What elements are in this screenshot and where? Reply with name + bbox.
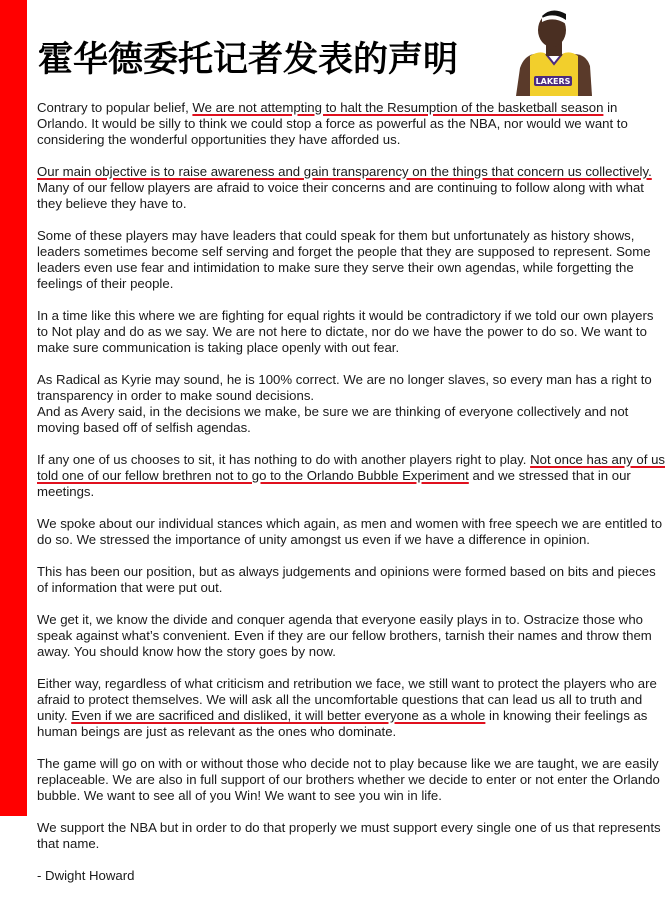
text-line (37, 468, 633, 484)
text-segment: human beings are just as relevant as the ones who dominate. (37, 724, 397, 739)
text-segment: in (603, 100, 618, 115)
text-line (37, 260, 633, 276)
text-line (37, 180, 644, 196)
text-line (37, 868, 633, 884)
statement-body (37, 100, 665, 900)
text-segment: leaders even use fear and intimidation to make sure they serve their own agendas, while forgetting the (37, 260, 634, 275)
text-segment: leaders sometimes become self serving and forget the people that they are supposed to represent. Some (37, 244, 651, 259)
underlined-highlight: Our main objective is to raise awareness and gain transparency on the things that concern us collectively. (37, 164, 652, 179)
statement-paragraph (37, 452, 665, 500)
text-segment: And as Avery said, in the decisions we make, be sure we are thinking of everyone collectively and not (37, 404, 629, 419)
statement-paragraph (37, 100, 633, 148)
text-segment: do so. We stressed the importance of unity amongst us even if we have a difference in opinion. (37, 532, 590, 547)
text-segment: transparency in order to make sound decisions. (37, 388, 315, 403)
text-line (37, 692, 643, 708)
text-line (37, 516, 663, 532)
text-line (37, 452, 665, 468)
statement-paragraph (37, 676, 657, 740)
text-line (37, 100, 633, 116)
text-segment: The game will go on with or without those who decide not to play because like we are taught, we are easily (37, 756, 659, 771)
text-segment: speak against what’s convenient. Even if they are our fellow brothers, tarnish their names and throw them (37, 628, 652, 643)
statement-paragraph (37, 372, 652, 436)
text-line (37, 340, 633, 356)
text-line (37, 580, 633, 596)
text-line (37, 532, 633, 548)
underlined-highlight: Even if we are sacrificed and disliked, it will better everyone as a whole (71, 708, 486, 723)
text-line (37, 196, 633, 212)
text-segment: feelings of their people. (37, 276, 174, 291)
text-segment: - Dwight Howard (37, 868, 135, 883)
statement-paragraph (37, 868, 633, 884)
statement-paragraph (37, 564, 656, 596)
text-segment: and we stressed that in our (468, 468, 631, 483)
text-line (37, 164, 652, 180)
text-line (37, 564, 656, 580)
text-segment: away. You should know how the story goes by now. (37, 644, 336, 659)
text-line (37, 420, 633, 436)
text-line (37, 132, 633, 148)
text-line (37, 836, 633, 852)
statement-paragraph (37, 308, 654, 356)
text-line (37, 116, 633, 132)
svg-text:LAKERS: LAKERS (535, 77, 571, 86)
text-line (37, 372, 652, 388)
text-line (37, 772, 660, 788)
text-line (37, 676, 657, 692)
underlined-highlight: Not once has any of us (530, 452, 665, 467)
text-segment: replaceable. We are also in full support of our brothers whether we decide to enter or not enter the Orlando (37, 772, 660, 787)
text-line (37, 708, 648, 724)
text-segment: they believe they have to. (37, 196, 187, 211)
text-segment: Contrary to popular belief, (37, 100, 193, 115)
underlined-highlight: told one of our fellow brethren not to go to the Orlando Bubble Experiment (37, 468, 469, 483)
text-line (37, 788, 633, 804)
text-segment: Many of our fellow players are afraid to voice their concerns and are continuing to follow along with what (37, 180, 644, 195)
text-segment: As Radical as Kyrie may sound, he is 100% correct. We are no longer slaves, so every man has a right to (37, 372, 652, 387)
text-line (37, 308, 654, 324)
text-segment: In a time like this where we are fighting for equal rights it would be contradictory if we told our own players (37, 308, 654, 323)
text-segment: considering the wonderful opportunities they have afforded us. (37, 132, 401, 147)
text-line (37, 324, 647, 340)
text-line (37, 724, 633, 740)
text-segment: Either way, regardless of what criticism and retribution we face, we still want to protect the players who are (37, 676, 657, 691)
text-line (37, 484, 633, 500)
text-segment: We spoke about our individual stances which again, as men and women with free speech we are entitled to (37, 516, 663, 531)
text-line (37, 228, 633, 244)
statement-paragraph (37, 228, 651, 292)
text-segment: of information that were put out. (37, 580, 223, 595)
underlined-highlight: We are not attempting to halt the Resumption of the basketball season (192, 100, 604, 115)
text-line (37, 756, 659, 772)
statement-paragraph (37, 516, 663, 548)
text-line (37, 244, 651, 260)
red-accent-bar (0, 0, 27, 816)
text-segment: Orlando. It would be silly to think we could stop a force as powerful as the NBA, nor would we want to (37, 116, 628, 131)
text-segment: Some of these players may have leaders that could speak for them but unfortunately as history shows, (37, 228, 635, 243)
page-title: 霍华德委托记者发表的声明 (38, 40, 459, 80)
text-line (37, 628, 652, 644)
statement-paragraph (37, 756, 660, 804)
text-line (37, 644, 633, 660)
text-segment: We get it, we know the divide and conquer agenda that everyone easily plays in to. Ostracize those who (37, 612, 644, 627)
text-line (37, 820, 661, 836)
text-segment: bubble. We want to see all of you Win! We want to see you win in life. (37, 788, 442, 803)
text-segment: moving based off of selfish agendas. (37, 420, 251, 435)
statement-paragraph (37, 820, 661, 852)
text-line (37, 612, 644, 628)
text-segment: that name. (37, 836, 100, 851)
statement-paragraph (37, 164, 652, 212)
text-line (37, 276, 633, 292)
text-segment: unity. (37, 708, 72, 723)
text-line (37, 388, 633, 404)
text-segment: afraid to protect themselves. We will ask all the uncomfortable questions that can lead us all to truth and (37, 692, 643, 707)
text-line (37, 404, 633, 420)
text-segment: in knowing their feelings as (485, 708, 648, 723)
text-segment: This has been our position, but as always judgements and opinions were formed based on bits and pieces (37, 564, 656, 579)
text-segment: meetings. (37, 484, 95, 499)
statement-paragraph (37, 612, 652, 660)
text-segment: make sure communication is taking place openly with out fear. (37, 340, 400, 355)
text-segment: to Not play and do as we say. We are not here to dictate, nor do we have the power to do so. We want to (37, 324, 647, 339)
player-portrait-icon (506, 4, 602, 96)
text-segment: If any one of us chooses to sit, it has nothing to do with another players right to play. (37, 452, 531, 467)
text-segment: We support the NBA but in order to do that properly we must support every single one of us that represents (37, 820, 661, 835)
